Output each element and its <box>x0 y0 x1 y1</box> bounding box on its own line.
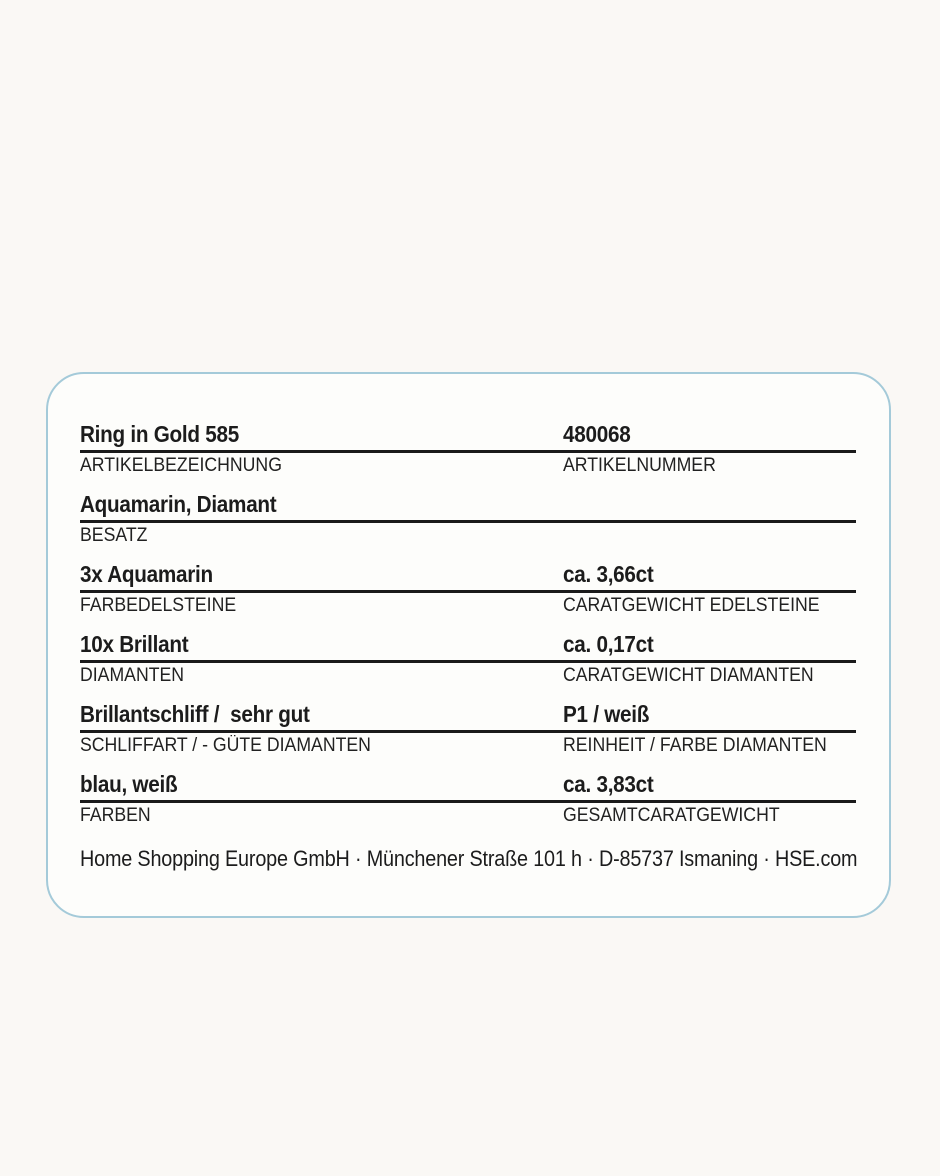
reinheit-farbe-value: P1 / weiß <box>563 701 650 727</box>
besatz-label: BESATZ <box>80 525 148 546</box>
diamanten-label: DIAMANTEN <box>80 665 185 686</box>
schliffart-label: SCHLIFFART / - GÜTE DIAMANTEN <box>80 735 371 756</box>
row-farbedelsteine <box>80 561 856 616</box>
article-name-label: ARTIKELBEZEICHNUNG <box>80 455 282 476</box>
diamanten-value: 10x Brillant <box>80 631 189 657</box>
caratgewicht-edelsteine-label: CARATGEWICHT EDELSTEINE <box>563 595 820 616</box>
farbedelsteine-label: FARBEDELSTEINE <box>80 595 237 616</box>
farbedelsteine-value: 3x Aquamarin <box>80 561 213 587</box>
gesamtcaratgewicht-label: GESAMTCARATGEWICHT <box>563 805 780 826</box>
value-row <box>80 421 856 453</box>
row-diamanten <box>80 631 856 686</box>
company-footer-text: Home Shopping Europe GmbH · Münchener Straße 101 h · D-85737 Ismaning · HSE.com <box>80 846 858 871</box>
value-row <box>80 701 856 733</box>
reinheit-farbe-label: REINHEIT / FARBE DIAMANTEN <box>563 735 827 756</box>
company-footer <box>80 846 856 872</box>
article-number-value: 480068 <box>563 421 631 447</box>
besatz-value: Aquamarin, Diamant <box>80 491 277 517</box>
label-row <box>80 733 856 756</box>
value-row <box>80 561 856 593</box>
value-row <box>80 631 856 663</box>
article-number-label: ARTIKELNUMMER <box>563 455 716 476</box>
row-schliffart <box>80 701 856 756</box>
caratgewicht-diamanten-label: CARATGEWICHT DIAMANTEN <box>563 665 814 686</box>
caratgewicht-edelsteine-value: ca. 3,66ct <box>563 561 654 587</box>
value-row <box>80 771 856 803</box>
label-row <box>80 593 856 616</box>
label-row <box>80 663 856 686</box>
label-row <box>80 453 856 476</box>
row-farben <box>80 771 856 826</box>
product-label-card <box>46 372 891 918</box>
article-name-value: Ring in Gold 585 <box>80 421 240 447</box>
schliffart-value: Brillantschliff / sehr gut <box>80 701 310 727</box>
value-row <box>80 491 856 523</box>
row-artikelbezeichnung <box>80 421 856 476</box>
farben-label: FARBEN <box>80 805 151 826</box>
gesamtcaratgewicht-value: ca. 3,83ct <box>563 771 654 797</box>
row-besatz <box>80 491 856 546</box>
caratgewicht-diamanten-value: ca. 0,17ct <box>563 631 654 657</box>
farben-value: blau, weiß <box>80 771 178 797</box>
label-row <box>80 803 856 826</box>
label-row <box>80 523 856 546</box>
